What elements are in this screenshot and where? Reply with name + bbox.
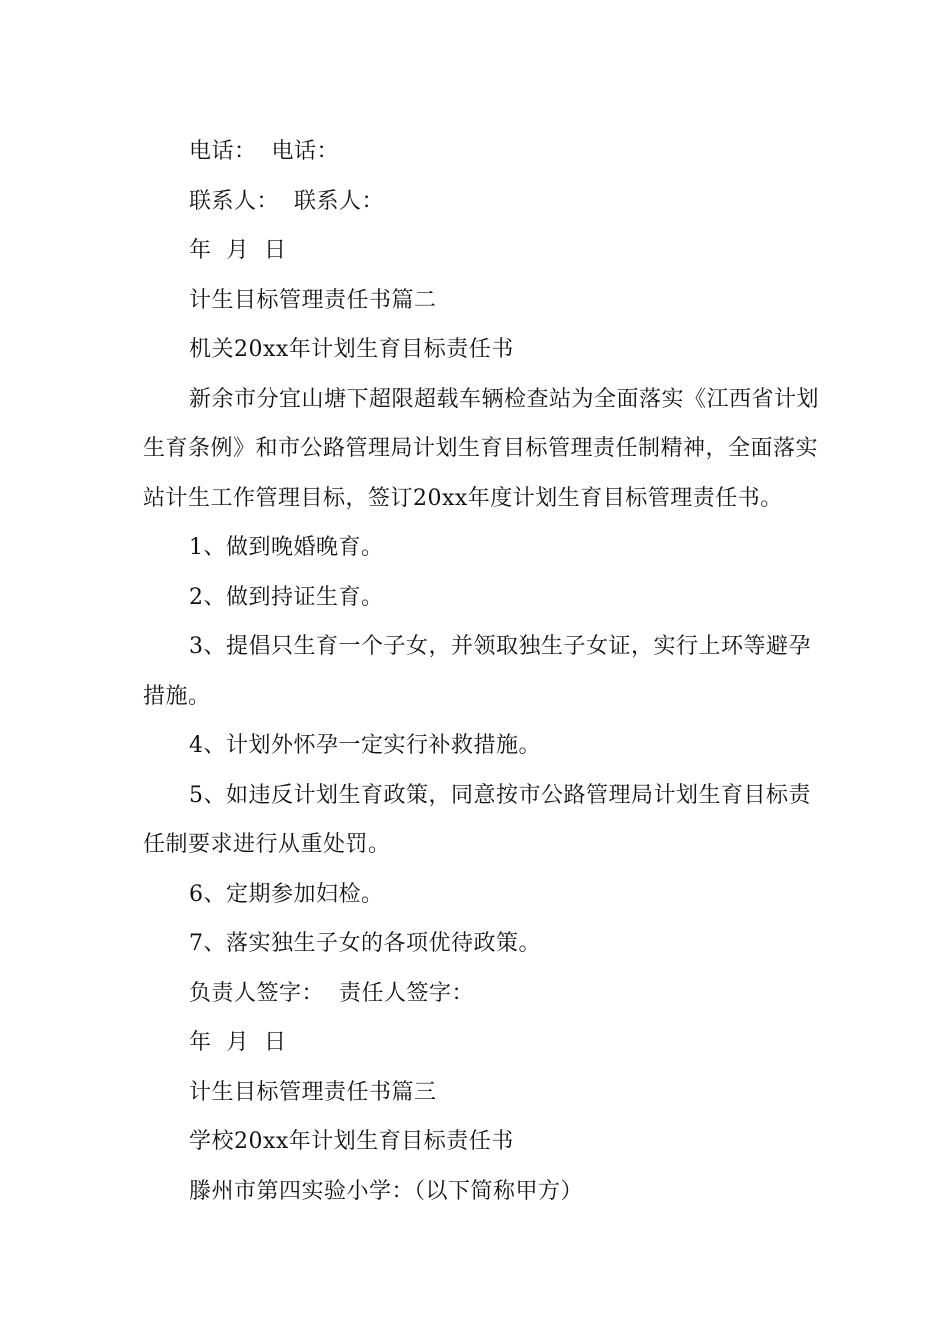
list-item-6: 6、定期参加妇检。: [189, 881, 384, 907]
signature-line: 负责人签字： 责任人签字：: [189, 980, 474, 1006]
section-title-3: 计生目标管理责任书篇三: [189, 1079, 437, 1105]
party-a-line: 滕州市第四实验小学：（以下简称甲方）: [189, 1178, 584, 1204]
list-item-2: 2、做到持证生育。: [189, 584, 384, 610]
date-line: 年 月 日: [189, 238, 287, 263]
list-item-5: 5、如违反计划生育政策，同意按市公路管理局计划生育目标责任制要求进行从重处罚。: [143, 782, 811, 857]
contact-line: 联系人： 联系人：: [189, 188, 384, 214]
date-line-2: 年 月 日: [189, 1030, 287, 1055]
section-title-2: 计生目标管理责任书篇二: [189, 287, 437, 313]
list-item-7: 7、落实独生子女的各项优待政策。: [189, 931, 541, 956]
list-item-3: 3、提倡只生育一个子女，并领取独生子女证，实行上环等避孕措施。: [143, 634, 811, 709]
document-title-3: 学校20xx年计划生育目标责任书: [189, 1129, 514, 1154]
list-item-4: 4、计划外怀孕一定实行补救措施。: [189, 733, 541, 758]
document-title-2: 机关20xx年计划生育目标责任书: [189, 337, 514, 362]
phone-line: 电话： 电话：: [189, 139, 339, 164]
document-body: [143, 127, 823, 1216]
intro-paragraph: 新余市分宜山塘下超限超载车辆检查站为全面落实《江西省计划生育条例》和市公路管理局计划生育目标管理责任制精神，全面落实站计生工作管理目标，签订20xx年度计划生育目标管理责任书。: [143, 386, 820, 511]
list-item-1: 1、做到晚婚晚育。: [189, 535, 384, 560]
